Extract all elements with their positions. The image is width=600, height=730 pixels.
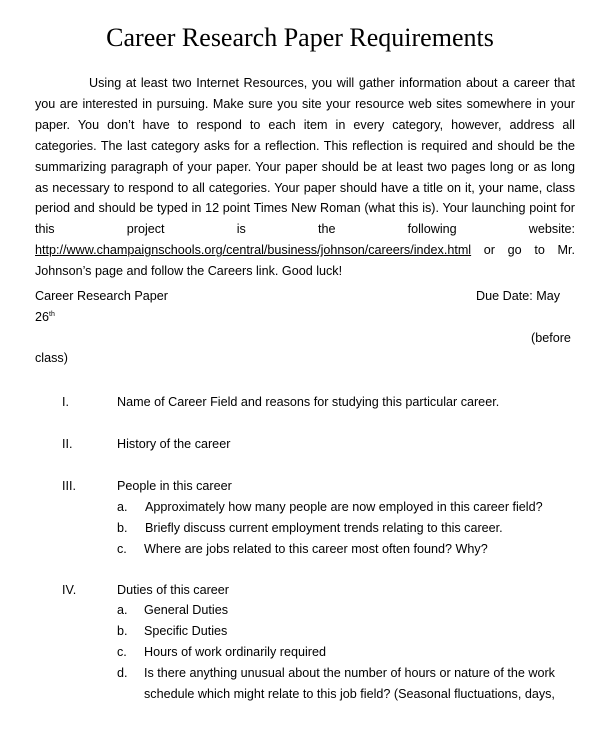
due-day-number: 26: [35, 310, 50, 324]
before-text: (before: [531, 331, 571, 345]
item-letter: d.: [117, 666, 128, 680]
due-date: Due Date: May: [476, 289, 560, 303]
section-numeral: I.: [62, 395, 69, 409]
section-heading: Duties of this career: [117, 583, 229, 597]
section-heading: People in this career: [117, 479, 232, 493]
item-text-continuation: schedule which might relate to this job field? (Seasonal fluctuations, days,: [144, 687, 555, 701]
item-text: Specific Duties: [144, 624, 228, 638]
section-heading: Name of Career Field and reasons for studying this particular career.: [117, 395, 500, 409]
due-day: [35, 307, 55, 327]
class-text: class): [35, 351, 68, 365]
section-heading: History of the career: [117, 437, 231, 451]
item-letter: a.: [117, 603, 128, 617]
item-letter: c.: [117, 645, 127, 659]
section-numeral: II.: [62, 437, 73, 451]
item-text: Where are jobs related to this career most often found? Why?: [144, 542, 488, 556]
item-text: Hours of work ordinarily required: [144, 645, 326, 659]
careers-website-link[interactable]: http://www.champaignschools.org/central/business/johnson/careers/index.html: [35, 243, 472, 258]
item-text: Is there anything unusual about the number of hours or nature of the work: [144, 666, 555, 680]
item-text: General Duties: [144, 603, 228, 617]
header-left: Career Research Paper: [35, 289, 168, 303]
intro-paragraph: [35, 73, 575, 282]
document-title: Career Research Paper Requirements: [106, 23, 494, 52]
due-day-suffix: th: [49, 310, 55, 318]
item-text: Approximately how many people are now employed in this career field?: [145, 500, 543, 514]
item-letter: c.: [117, 542, 127, 556]
section-numeral: IV.: [62, 583, 77, 597]
item-letter: b.: [117, 624, 128, 638]
item-letter: b.: [117, 521, 128, 535]
item-letter: a.: [117, 500, 128, 514]
item-text: Briefly discuss current employment trends relating to this career.: [145, 521, 503, 535]
section-numeral: III.: [62, 479, 76, 493]
intro-text-after-link: or go to Mr. Johnson’s page and follow the Careers link. Good luck!: [35, 243, 575, 279]
intro-text-before-link: Using at least two Internet Resources, you will gather information about a career that you are interested in pursuing. Make sure you site your resource web sites somewhere in your paper. You don’t have to respond to each item in every category, however, address all categories. The last category asks for a reflection. This reflection is required and should be the summarizing paragraph of your paper. Your paper should be at least two pages long or as long as necessary to respond to all categories. Your paper should have a title on it, your name, class period and should be typed in 12 point Times New Roman (what this is). Your launching point for this project is the following website:: [35, 76, 575, 237]
